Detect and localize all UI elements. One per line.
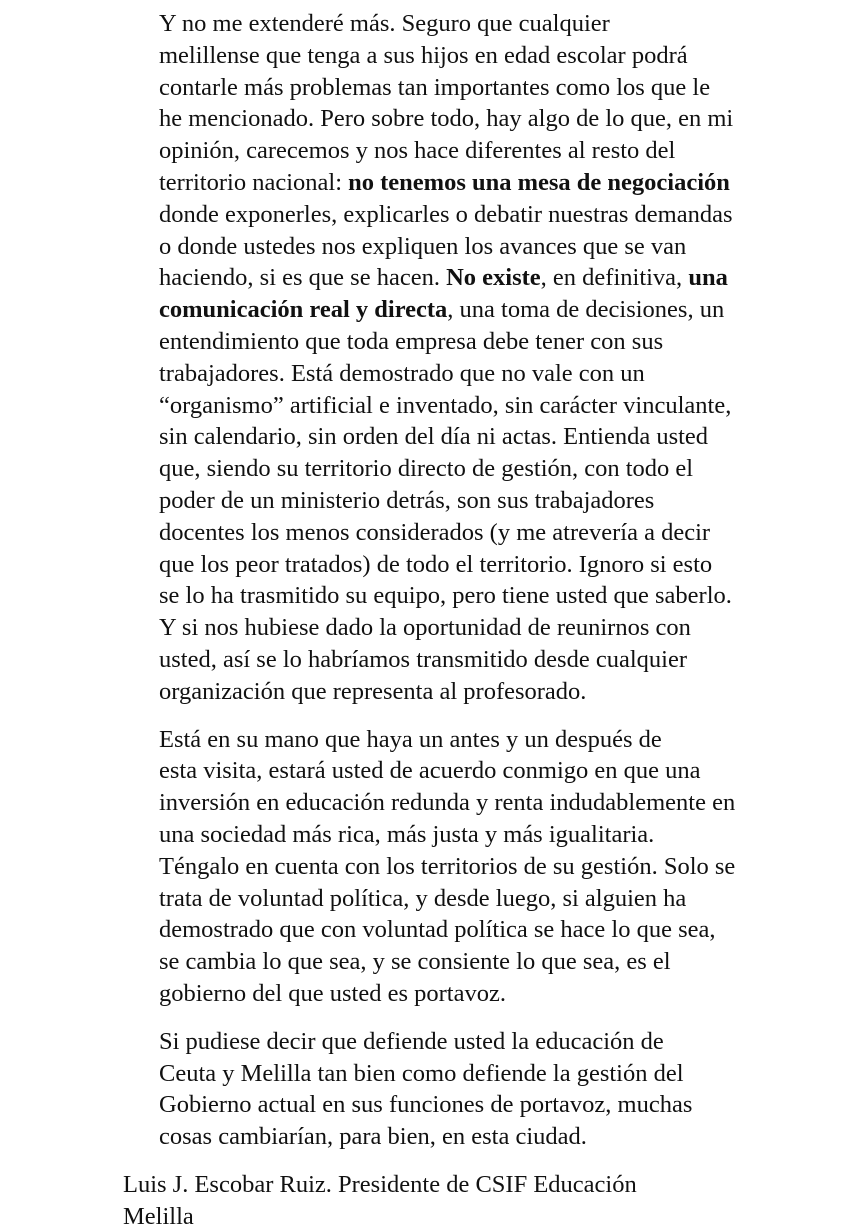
text-run: , en definitiva, <box>540 264 689 292</box>
text-run: sin calendario, sin orden del día ni actas. Entienda usted <box>159 423 709 451</box>
text-line <box>123 358 763 390</box>
text-line <box>123 1058 763 1090</box>
paragraph <box>123 8 763 708</box>
text-run: que, siendo su territorio directo de gestión, con todo el <box>159 455 694 483</box>
text-run: territorio nacional: <box>159 168 349 196</box>
text-run: poder de un ministerio detrás, son sus trabajadores <box>159 486 655 514</box>
text-line <box>123 755 763 787</box>
text-run: una sociedad más rica, más justa y más igualitaria. <box>159 820 655 848</box>
text-line <box>123 676 763 708</box>
text-run: se lo ha trasmitido su equipo, pero tiene usted que saberlo. <box>159 582 732 610</box>
text-line <box>123 1089 763 1121</box>
text-run: haciendo, si es que se hacen. <box>159 264 447 292</box>
text-run: o donde ustedes nos expliquen los avances que se van <box>159 232 687 260</box>
text-line <box>123 421 763 453</box>
text-run: entendimiento que toda empresa debe tener con sus <box>159 327 664 355</box>
text-run: melillense que tenga a sus hijos en edad escolar podrá <box>159 41 688 69</box>
text-line <box>123 517 763 549</box>
text-line <box>123 390 763 422</box>
paragraph <box>123 1026 763 1153</box>
text-run: Si pudiese decir que defiende usted la educación de <box>159 1027 664 1055</box>
document-body <box>123 8 763 1153</box>
text-line <box>123 946 763 978</box>
text-line <box>123 294 763 326</box>
text-run: Y no me extenderé más. Seguro que cualquier <box>159 10 610 37</box>
bold-text: No existe <box>446 264 541 292</box>
text-line <box>123 231 763 263</box>
text-run: que los peor tratados) de todo el territorio. Ignoro si esto <box>159 550 713 578</box>
bold-text: comunicación real y directa <box>159 296 448 324</box>
text-run: docentes los menos considerados (y me atrevería a decir <box>159 518 711 546</box>
text-line <box>123 40 763 72</box>
text-line <box>123 1121 763 1153</box>
bold-text: una <box>688 264 728 292</box>
text-line <box>123 819 763 851</box>
text-line <box>123 1026 763 1058</box>
text-line <box>123 8 763 40</box>
text-line <box>123 644 763 676</box>
text-run: Téngalo en cuenta con los territorios de su gestión. Solo se <box>159 852 736 880</box>
signature <box>123 1169 763 1232</box>
text-line <box>123 914 763 946</box>
text-run: esta visita, estará usted de acuerdo conmigo en que una <box>159 757 701 785</box>
text-run: se cambia lo que sea, y se consiente lo que sea, es el <box>159 948 671 976</box>
text-line <box>123 167 763 199</box>
text-line <box>123 724 763 756</box>
text-run: cosas cambiarían, para bien, en esta ciudad. <box>159 1123 587 1151</box>
signature-line: Melilla <box>123 1202 194 1230</box>
text-run: demostrado que con voluntad política se hace lo que sea, <box>159 916 716 944</box>
text-line <box>123 787 763 819</box>
paragraph <box>123 724 763 1010</box>
bold-text: no tenemos una mesa de negociación <box>348 168 730 196</box>
text-line <box>123 612 763 644</box>
text-run: donde exponerles, explicarles o debatir nuestras demandas <box>159 200 733 228</box>
text-line <box>123 72 763 104</box>
text-run: “organismo” artificial e inventado, sin carácter vinculante, <box>159 391 732 419</box>
document-page <box>123 8 763 1232</box>
text-run: trata de voluntad política, y desde luego, si alguien ha <box>159 884 687 912</box>
text-run: he mencionado. Pero sobre todo, hay algo de lo que, en mi <box>159 105 734 133</box>
text-run: usted, así se lo habríamos transmitido desde cualquier <box>159 645 687 673</box>
text-line <box>123 135 763 167</box>
text-line <box>123 851 763 883</box>
text-run: gobierno del que usted es portavoz. <box>159 979 506 1007</box>
signature-line: Luis J. Escobar Ruiz. Presidente de CSIF Educación <box>123 1170 637 1198</box>
text-run: contarle más problemas tan importantes como los que le <box>159 73 711 101</box>
text-run: , una toma de decisiones, un <box>447 296 725 324</box>
text-run: opinión, carecemos y nos hace diferentes al resto del <box>159 137 676 165</box>
text-line <box>123 262 763 294</box>
text-line <box>123 453 763 485</box>
text-run: Y si nos hubiese dado la oportunidad de reunirnos con <box>159 614 691 642</box>
text-line <box>123 549 763 581</box>
text-run: Ceuta y Melilla tan bien como defiende la gestión del <box>159 1059 684 1087</box>
text-run: Gobierno actual en sus funciones de portavoz, muchas <box>159 1091 693 1119</box>
text-run: Está en su mano que haya un antes y un después de <box>159 725 662 753</box>
text-line <box>123 580 763 612</box>
text-line <box>123 326 763 358</box>
text-line <box>123 199 763 231</box>
text-line <box>123 485 763 517</box>
text-run: organización que representa al profesorado. <box>159 677 587 705</box>
text-line <box>123 103 763 135</box>
text-run: inversión en educación redunda y renta indudablemente en <box>159 789 736 817</box>
text-line <box>123 978 763 1010</box>
text-run: trabajadores. Está demostrado que no vale con un <box>159 359 645 387</box>
text-line <box>123 883 763 915</box>
